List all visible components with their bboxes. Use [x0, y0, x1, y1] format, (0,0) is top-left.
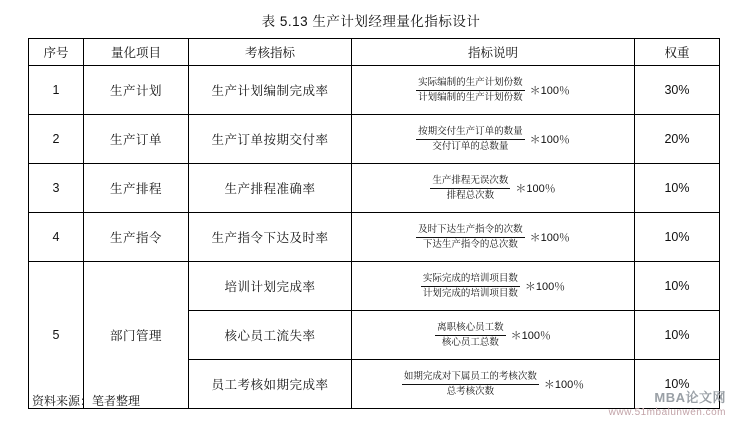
table-header — [29, 39, 720, 66]
cell-no: 1 — [29, 66, 84, 115]
cell-weight: 10% — [635, 262, 720, 311]
header-cell-kpi: 考核指标 — [189, 39, 352, 66]
fraction-denominator: 计划编制的生产计划份数 — [418, 91, 523, 103]
header-cell-desc: 指标说明 — [352, 39, 635, 66]
cell-description — [352, 360, 635, 409]
fraction-numerator: 如期完成对下属员工的考核次数 — [402, 371, 539, 385]
formula-multiplier: ＊100％ — [515, 183, 556, 195]
cell-kpi: 员工考核如期完成率 — [189, 360, 352, 409]
table-row — [29, 66, 720, 115]
cell-kpi: 培训计划完成率 — [189, 262, 352, 311]
cell-weight: 10% — [635, 311, 720, 360]
fraction-denominator: 总考核次数 — [446, 385, 495, 397]
cell-kpi: 生产排程准确率 — [189, 164, 352, 213]
cell-item: 生产排程 — [84, 164, 189, 213]
formula-multiplier: ＊100％ — [529, 232, 570, 244]
table-row — [29, 213, 720, 262]
fraction-denominator: 排程总次数 — [446, 189, 495, 201]
fraction — [416, 77, 525, 104]
cell-kpi: 生产指令下达及时率 — [189, 213, 352, 262]
formula-multiplier: ＊100％ — [529, 134, 570, 146]
cell-item: 部门管理 — [84, 262, 189, 409]
cell-description — [352, 66, 635, 115]
cell-item: 生产计划 — [84, 66, 189, 115]
formula — [352, 172, 634, 205]
watermark-url: www.51mbalunwen.com — [608, 406, 726, 418]
header-cell-weight: 权重 — [635, 39, 720, 66]
cell-weight: 10% — [635, 360, 720, 409]
table-row — [29, 115, 720, 164]
fraction-numerator: 离职核心员工数 — [435, 322, 506, 336]
fraction-numerator: 及时下达生产指令的次数 — [416, 224, 525, 238]
cell-kpi: 生产订单按期交付率 — [189, 115, 352, 164]
cell-weight: 10% — [635, 164, 720, 213]
formula — [352, 221, 634, 254]
formula-multiplier: ＊100％ — [529, 85, 570, 97]
cell-kpi: 生产计划编制完成率 — [189, 66, 352, 115]
cell-item: 生产指令 — [84, 213, 189, 262]
table-caption: 表 5.13 生产计划经理量化指标设计 — [261, 14, 481, 29]
quantified-indicator-table — [28, 38, 720, 409]
fraction-numerator: 实际完成的培训项目数 — [421, 273, 520, 287]
fraction — [402, 371, 539, 398]
fraction-numerator: 实际编制的生产计划份数 — [416, 77, 525, 91]
cell-description — [352, 311, 635, 360]
cell-no: 3 — [29, 164, 84, 213]
cell-no: 4 — [29, 213, 84, 262]
cell-description — [352, 213, 635, 262]
formula — [352, 74, 634, 107]
fraction — [416, 224, 525, 251]
cell-description — [352, 164, 635, 213]
formula — [352, 319, 634, 352]
header-cell-item: 量化项目 — [84, 39, 189, 66]
fraction-numerator: 按期交付生产订单的数量 — [416, 126, 525, 140]
cell-description — [352, 262, 635, 311]
watermark — [609, 390, 726, 419]
formula-multiplier: ＊100％ — [510, 330, 551, 342]
cell-weight: 30% — [635, 66, 720, 115]
table-row — [29, 164, 720, 213]
watermark-title: MBA论文网 — [654, 390, 726, 406]
fraction — [416, 126, 525, 153]
cell-item: 生产订单 — [84, 115, 189, 164]
table-header-row — [29, 39, 720, 66]
table-row — [29, 262, 720, 311]
fraction — [435, 322, 506, 349]
table-body — [29, 66, 720, 409]
fraction-numerator: 生产排程无误次数 — [430, 175, 510, 189]
formula — [352, 270, 634, 303]
cell-description — [352, 115, 635, 164]
cell-kpi: 核心员工流失率 — [189, 311, 352, 360]
formula — [352, 123, 634, 156]
fraction — [421, 273, 520, 300]
fraction-denominator: 核心员工总数 — [441, 336, 499, 348]
formula-multiplier: ＊100％ — [543, 379, 585, 391]
formula-multiplier: ＊100％ — [524, 281, 566, 293]
formula — [352, 368, 634, 401]
cell-no: 2 — [29, 115, 84, 164]
source-note: 资料来源：笔者整理 — [32, 394, 141, 408]
cell-weight: 20% — [635, 115, 720, 164]
fraction-denominator: 下达生产指令的总次数 — [422, 238, 518, 250]
fraction-denominator: 计划完成的培训项目数 — [422, 287, 518, 299]
cell-no: 5 — [29, 262, 84, 409]
fraction-denominator: 交付订单的总数量 — [432, 140, 509, 152]
fraction — [430, 175, 510, 202]
cell-weight: 10% — [635, 213, 720, 262]
header-cell-no: 序号 — [29, 39, 84, 66]
